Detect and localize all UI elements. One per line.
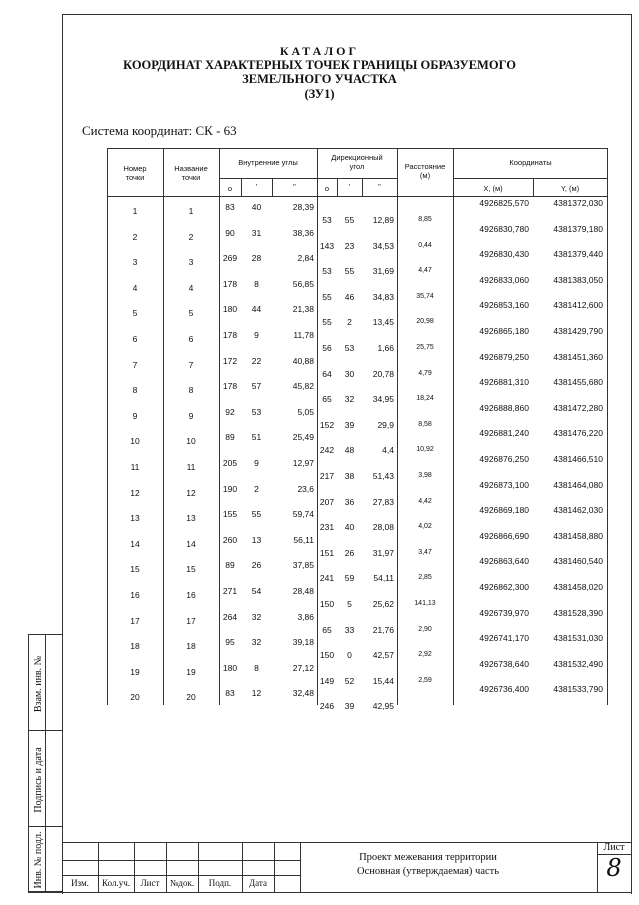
coord-y: 4381532,490 (553, 658, 603, 669)
dir-angle-sec: 13,45 (372, 317, 394, 328)
dir-angle-sec: 21,76 (372, 624, 394, 635)
dir-angle-sec: 25,62 (372, 599, 394, 609)
dir-angle-min: 55 (344, 215, 355, 225)
segment-distance: 4,42 (418, 497, 432, 505)
point-name: 11 (186, 462, 196, 472)
tb-data-label: Дата (249, 878, 267, 888)
dir-angle-deg: 53 (322, 215, 332, 225)
header-min: ' (348, 182, 351, 191)
coord-x: 4926736,400 (479, 684, 529, 695)
tb-kol-label: Кол.уч. (102, 878, 130, 888)
inner-angle-min: 32 (251, 611, 262, 622)
inner-angle-sec: 40,88 (292, 355, 314, 366)
dir-angle-deg: 207 (319, 496, 335, 507)
project-name: Проект межевания территории (359, 852, 497, 863)
inv-replacement-label: Взам. инв. № (32, 655, 44, 713)
inv-original-label: Инв. № подл. (32, 831, 44, 889)
header-text: Номер (123, 164, 147, 173)
dir-angle-min: 26 (344, 547, 355, 558)
header-sec: " (293, 182, 296, 191)
coords-sub-line (453, 178, 608, 179)
coord-y: 4381383,050 (553, 274, 603, 285)
dir-angle-sub-line (317, 178, 397, 179)
inner-angle-min: 28 (251, 253, 262, 264)
dir-angle-min: 38 (344, 471, 355, 481)
point-number: 11 (130, 462, 140, 472)
inner-angle-min: 2 (254, 483, 259, 494)
inner-angle-sec: 28,48 (292, 586, 314, 596)
dir-angle-min: 53 (344, 343, 355, 353)
coord-x: 4926881,310 (479, 377, 529, 388)
point-name: 10 (186, 436, 196, 447)
coord-x: 4926876,250 (479, 454, 529, 464)
inner-angle-min: 8 (254, 662, 259, 673)
point-number: 1 (132, 206, 138, 216)
tb-izm-label: Изм. (71, 878, 89, 888)
inner-angle-sec: 12,97 (292, 458, 314, 468)
coord-x: 4926863,640 (479, 556, 529, 567)
dir-angle-deg: 56 (322, 343, 332, 353)
coord-y: 4381412,600 (553, 300, 603, 311)
dir-angle-min: 46 (344, 291, 355, 302)
dir-angle-sec: 34,95 (372, 394, 394, 405)
inner-angle-sec: 37,85 (292, 560, 314, 571)
inner-angle-deg: 90 (225, 227, 235, 238)
coord-x: 4926830,780 (479, 223, 529, 234)
header-min: ' (255, 182, 258, 191)
dir-angle-sec: 20,78 (372, 368, 394, 379)
inner-angle-min: 53 (251, 406, 262, 417)
segment-distance: 141,13 (414, 600, 436, 607)
coord-x: 4926881,240 (479, 428, 529, 439)
header-sec: " (378, 182, 381, 191)
inner-angle-deg: 205 (222, 458, 238, 468)
tb-list-label: Лист (140, 878, 160, 888)
sheet-label: Лист (603, 842, 625, 853)
dir-angle-sec: 34,83 (372, 291, 394, 302)
inner-angle-sec: 32,48 (292, 688, 314, 699)
point-number: 8 (132, 385, 138, 396)
frame-top-border (62, 14, 632, 15)
dir-angle-min: 23 (344, 240, 355, 251)
point-name: 15 (186, 564, 196, 575)
point-number: 18 (130, 641, 140, 652)
point-number: 3 (132, 257, 138, 268)
point-number: 4 (132, 282, 138, 293)
coord-y: 4381372,030 (553, 198, 603, 208)
header-text: точки (125, 173, 145, 182)
coord-x: 4926853,160 (479, 300, 529, 311)
coord-y: 4381458,020 (553, 582, 603, 592)
point-number: 20 (130, 692, 140, 703)
dir-angle-deg: 217 (319, 471, 335, 481)
dir-angle-sec: 12,89 (372, 215, 394, 225)
tb-podp-label: Подп. (208, 878, 232, 888)
dir-angle-deg: 149 (319, 675, 335, 686)
segment-distance: 4,79 (418, 369, 432, 377)
coord-x: 4926741,170 (479, 633, 529, 644)
inner-angle-deg: 260 (222, 534, 238, 545)
dir-angle-deg: 65 (322, 394, 332, 405)
header-coordinates: Координаты (509, 158, 552, 167)
dir-angle-sec: 28,08 (372, 522, 394, 533)
point-name: 2 (188, 231, 194, 242)
segment-distance: 18,24 (416, 395, 434, 403)
inner-angle-sec: 59,74 (292, 509, 314, 520)
dir-angle-min: 36 (344, 496, 355, 507)
point-name: 1 (188, 206, 194, 216)
dir-angle-min: 39 (344, 701, 355, 712)
dir-angle-sec: 34,53 (372, 240, 394, 251)
coord-x: 4926825,570 (479, 198, 529, 208)
coord-y: 4381379,440 (553, 249, 603, 260)
point-name: 16 (186, 590, 196, 600)
coord-y: 4381451,360 (553, 351, 603, 362)
coord-y: 4381429,790 (553, 326, 603, 336)
header-deg: о (227, 184, 233, 193)
dir-angle-min: 30 (344, 368, 355, 379)
dir-angle-min: 2 (347, 317, 352, 328)
frame-right-border (631, 14, 632, 894)
coord-y: 4381462,030 (553, 505, 603, 516)
inner-angle-sec: 3,86 (297, 611, 314, 622)
dir-angle-deg: 246 (319, 701, 335, 712)
segment-distance: 8,85 (418, 216, 432, 223)
point-number: 2 (132, 231, 138, 242)
header-text: Дирекционный (331, 153, 383, 162)
inner-angle-sec: 56,85 (292, 278, 314, 289)
inner-angle-sec: 45,82 (292, 381, 314, 392)
dir-angle-sec: 42,95 (372, 701, 394, 712)
dir-angle-deg: 53 (322, 266, 332, 277)
point-number: 19 (130, 666, 140, 677)
dir-angle-sec: 31,69 (372, 266, 394, 277)
point-name: 14 (186, 538, 196, 549)
side-row-replacement (29, 635, 63, 731)
dir-angle-sec: 4,4 (382, 445, 394, 456)
segment-distance: 2,90 (418, 625, 432, 633)
inner-angle-min: 54 (251, 586, 262, 596)
inner-angle-deg: 155 (222, 509, 238, 520)
side-row-original (29, 827, 63, 893)
point-name: 4 (188, 282, 194, 293)
segment-distance: 25,75 (416, 344, 434, 351)
dir-angle-deg: 150 (319, 650, 335, 661)
header-text: Расстояние (404, 162, 446, 171)
coord-x: 4926738,640 (479, 658, 529, 669)
side-row-signature (29, 731, 63, 827)
segment-distance: 2,85 (418, 574, 432, 582)
inner-angle-sec: 5,05 (297, 406, 314, 417)
coord-x: 4926865,180 (479, 326, 529, 336)
header-point-number (107, 164, 163, 182)
point-name: 20 (186, 692, 196, 703)
dir-angle-min: 0 (347, 650, 352, 661)
coord-x: 4926866,690 (479, 530, 529, 541)
point-number: 6 (132, 334, 138, 344)
tb-ndok-label: №док. (169, 878, 195, 888)
point-number: 15 (130, 564, 140, 575)
point-name: 5 (188, 308, 194, 319)
coord-x: 4926888,860 (479, 402, 529, 413)
dir-angle-min: 33 (344, 624, 355, 635)
header-y: Y, (м) (560, 184, 580, 193)
side-divider (45, 827, 46, 893)
dir-angle-sec: 15,44 (372, 675, 394, 686)
inner-angle-sec: 27,12 (292, 662, 314, 673)
inner-angle-min: 26 (251, 560, 262, 571)
dir-angle-min: 48 (344, 445, 355, 456)
catalog-subtitle-line2: ЗЕМЕЛЬНОГО УЧАСТКА (242, 72, 397, 86)
point-number: 12 (130, 487, 140, 498)
coord-y: 4381379,180 (553, 223, 603, 234)
sheet-number: 8 (606, 854, 622, 882)
segment-distance: 4,02 (418, 523, 432, 531)
coord-y: 4381528,390 (553, 607, 603, 618)
inner-angle-min: 32 (251, 637, 262, 648)
coord-y: 4381458,880 (553, 530, 603, 541)
header-inner-angles: Внутренние углы (238, 158, 298, 167)
inner-angle-min: 9 (254, 458, 259, 468)
dir-angle-sec: 54,11 (373, 573, 394, 584)
point-name: 6 (188, 334, 194, 344)
dir-angle-deg: 150 (319, 599, 335, 609)
inner-angle-deg: 172 (222, 355, 238, 366)
point-name: 3 (188, 257, 194, 268)
inner-angle-sub-line (219, 178, 317, 179)
dir-angle-sec: 29,9 (377, 419, 394, 430)
point-number: 7 (132, 359, 138, 370)
inner-angle-sec: 2,84 (297, 253, 314, 264)
catalog-subtitle-line1: КООРДИНАТ ХАРАКТЕРНЫХ ТОЧЕК ГРАНИЦЫ ОБРАЗУЕМОГО (123, 58, 516, 72)
segment-distance: 10,92 (416, 446, 434, 454)
dir-angle-deg: 64 (322, 368, 332, 379)
coord-x: 4926873,100 (479, 479, 529, 490)
segment-distance: 8,58 (418, 420, 432, 428)
inner-angle-sec: 11,78 (293, 330, 314, 340)
inner-angle-deg: 89 (225, 432, 235, 443)
point-number: 9 (132, 410, 138, 421)
inner-angle-deg: 180 (222, 662, 238, 673)
dir-angle-deg: 242 (319, 445, 335, 456)
point-name: 9 (188, 410, 194, 421)
header-x: X, (м) (483, 184, 503, 193)
inner-angle-sec: 56,11 (293, 534, 314, 545)
coordinates-table (107, 148, 608, 712)
dir-angle-sec: 51,43 (372, 471, 394, 481)
inner-angle-deg: 271 (222, 586, 238, 596)
point-name: 12 (186, 487, 196, 498)
point-number: 16 (130, 590, 140, 600)
inner-angle-deg: 264 (222, 611, 238, 622)
dir-angle-sec: 1,66 (377, 343, 394, 353)
inner-angle-deg: 190 (222, 483, 238, 494)
dir-angle-min: 39 (344, 419, 355, 430)
inner-angle-min: 22 (251, 355, 262, 366)
col-line (607, 148, 608, 705)
inner-angle-deg: 95 (225, 637, 235, 648)
coord-y: 4381464,080 (553, 479, 603, 490)
dir-angle-deg: 55 (322, 291, 332, 302)
point-name: 18 (186, 641, 196, 652)
inner-angle-deg: 178 (222, 330, 238, 340)
dir-angle-min: 32 (344, 394, 355, 405)
segment-distance: 2,59 (418, 676, 432, 684)
dir-angle-deg: 55 (322, 317, 332, 328)
point-number: 17 (130, 615, 140, 626)
inner-angle-sec: 39,18 (292, 637, 314, 648)
coord-y: 4381472,280 (553, 402, 603, 413)
coord-x: 4926862,300 (479, 582, 529, 592)
coord-y: 4381466,510 (553, 454, 603, 464)
coord-y: 4381531,030 (553, 633, 603, 644)
coord-y: 4381533,790 (553, 684, 603, 695)
sign-date-label: Подпись и дата (32, 747, 44, 813)
dir-angle-deg: 152 (319, 419, 335, 430)
inner-angle-min: 40 (251, 202, 262, 212)
inner-angle-min: 51 (251, 432, 262, 443)
inner-angle-min: 12 (251, 688, 262, 699)
inner-angle-sec: 21,38 (292, 304, 314, 315)
inner-angle-deg: 178 (222, 381, 238, 392)
segment-distance: 0,44 (418, 241, 432, 249)
dir-angle-sec: 42,57 (372, 650, 394, 661)
coord-x: 4926833,060 (479, 274, 529, 285)
segment-distance: 20,98 (416, 318, 434, 326)
dir-angle-sec: 27,83 (372, 496, 394, 507)
inner-angle-sec: 25,49 (292, 432, 314, 443)
dir-angle-deg: 231 (319, 522, 335, 533)
header-text: точки (181, 173, 201, 182)
header-deg: о (324, 184, 330, 193)
point-name: 8 (188, 385, 194, 396)
inner-angle-deg: 83 (225, 688, 235, 699)
point-name: 13 (186, 513, 196, 524)
segment-distance: 4,47 (418, 267, 432, 275)
side-divider (45, 635, 46, 730)
point-name: 19 (186, 666, 196, 677)
coordinate-system: Система координат: СК - 63 (82, 123, 237, 138)
inner-angle-deg: 92 (225, 406, 235, 417)
segment-distance: 3,47 (418, 548, 432, 556)
inner-angle-deg: 83 (225, 202, 235, 212)
dir-angle-deg: 143 (319, 240, 335, 251)
coord-x: 4926739,970 (479, 607, 529, 618)
inner-angle-deg: 178 (222, 278, 238, 289)
inner-angle-deg: 89 (225, 560, 235, 571)
dir-angle-min: 59 (344, 573, 355, 584)
catalog-title: КАТАЛОГ (279, 44, 360, 58)
point-number: 14 (130, 538, 140, 549)
table-top-line (107, 148, 608, 149)
table-header-bottom-line (107, 196, 608, 197)
header-distance (397, 162, 453, 180)
inner-angle-min: 55 (251, 509, 262, 520)
dir-angle-deg: 65 (322, 624, 332, 635)
project-part: Основная (утверждаемая) часть (356, 866, 500, 877)
segment-distance: 35,74 (416, 292, 434, 300)
parcel-code: (ЗУ1) (304, 87, 335, 101)
coord-y: 4381455,680 (553, 377, 603, 388)
dir-angle-deg: 151 (319, 547, 335, 558)
inner-angle-min: 57 (251, 381, 262, 392)
dir-angle-min: 52 (344, 675, 355, 686)
inner-angle-min: 9 (254, 330, 259, 340)
inner-angle-sec: 38,36 (292, 227, 314, 238)
inner-angle-min: 13 (251, 534, 262, 545)
dir-angle-sec: 31,97 (372, 547, 394, 558)
coord-y: 4381460,540 (553, 556, 603, 567)
inner-angle-min: 44 (251, 304, 262, 315)
dir-angle-min: 5 (347, 599, 352, 609)
dir-angle-min: 40 (344, 522, 355, 533)
point-name: 17 (186, 615, 196, 626)
dir-angle-deg: 241 (319, 573, 335, 584)
inner-angle-deg: 180 (222, 304, 238, 315)
side-stamp-strip (28, 634, 62, 892)
inner-angle-sec: 28,39 (292, 202, 314, 212)
coord-x: 4926879,250 (479, 351, 529, 362)
segment-distance: 3,98 (418, 472, 432, 479)
header-text: Название (174, 164, 208, 173)
coord-x: 4926869,180 (479, 505, 529, 516)
coord-x: 4926830,430 (479, 249, 529, 260)
inner-angle-sec: 23,6 (297, 483, 314, 494)
header-text: (м) (419, 171, 431, 180)
inner-angle-min: 8 (254, 278, 259, 289)
inner-angle-deg: 269 (222, 253, 238, 264)
segment-distance: 2,92 (418, 651, 432, 659)
point-name: 7 (188, 359, 194, 370)
header-directional-angle (317, 153, 397, 171)
inner-angle-min: 31 (251, 227, 262, 238)
point-number: 5 (132, 308, 138, 319)
tb-line (274, 842, 275, 893)
header-point-name (163, 164, 219, 182)
coord-y: 4381476,220 (553, 428, 603, 439)
side-divider (45, 731, 46, 826)
dir-angle-min: 55 (344, 266, 355, 277)
point-number: 10 (130, 436, 140, 447)
point-number: 13 (130, 513, 140, 524)
tb-line (62, 842, 632, 843)
header-text: угол (349, 162, 365, 171)
